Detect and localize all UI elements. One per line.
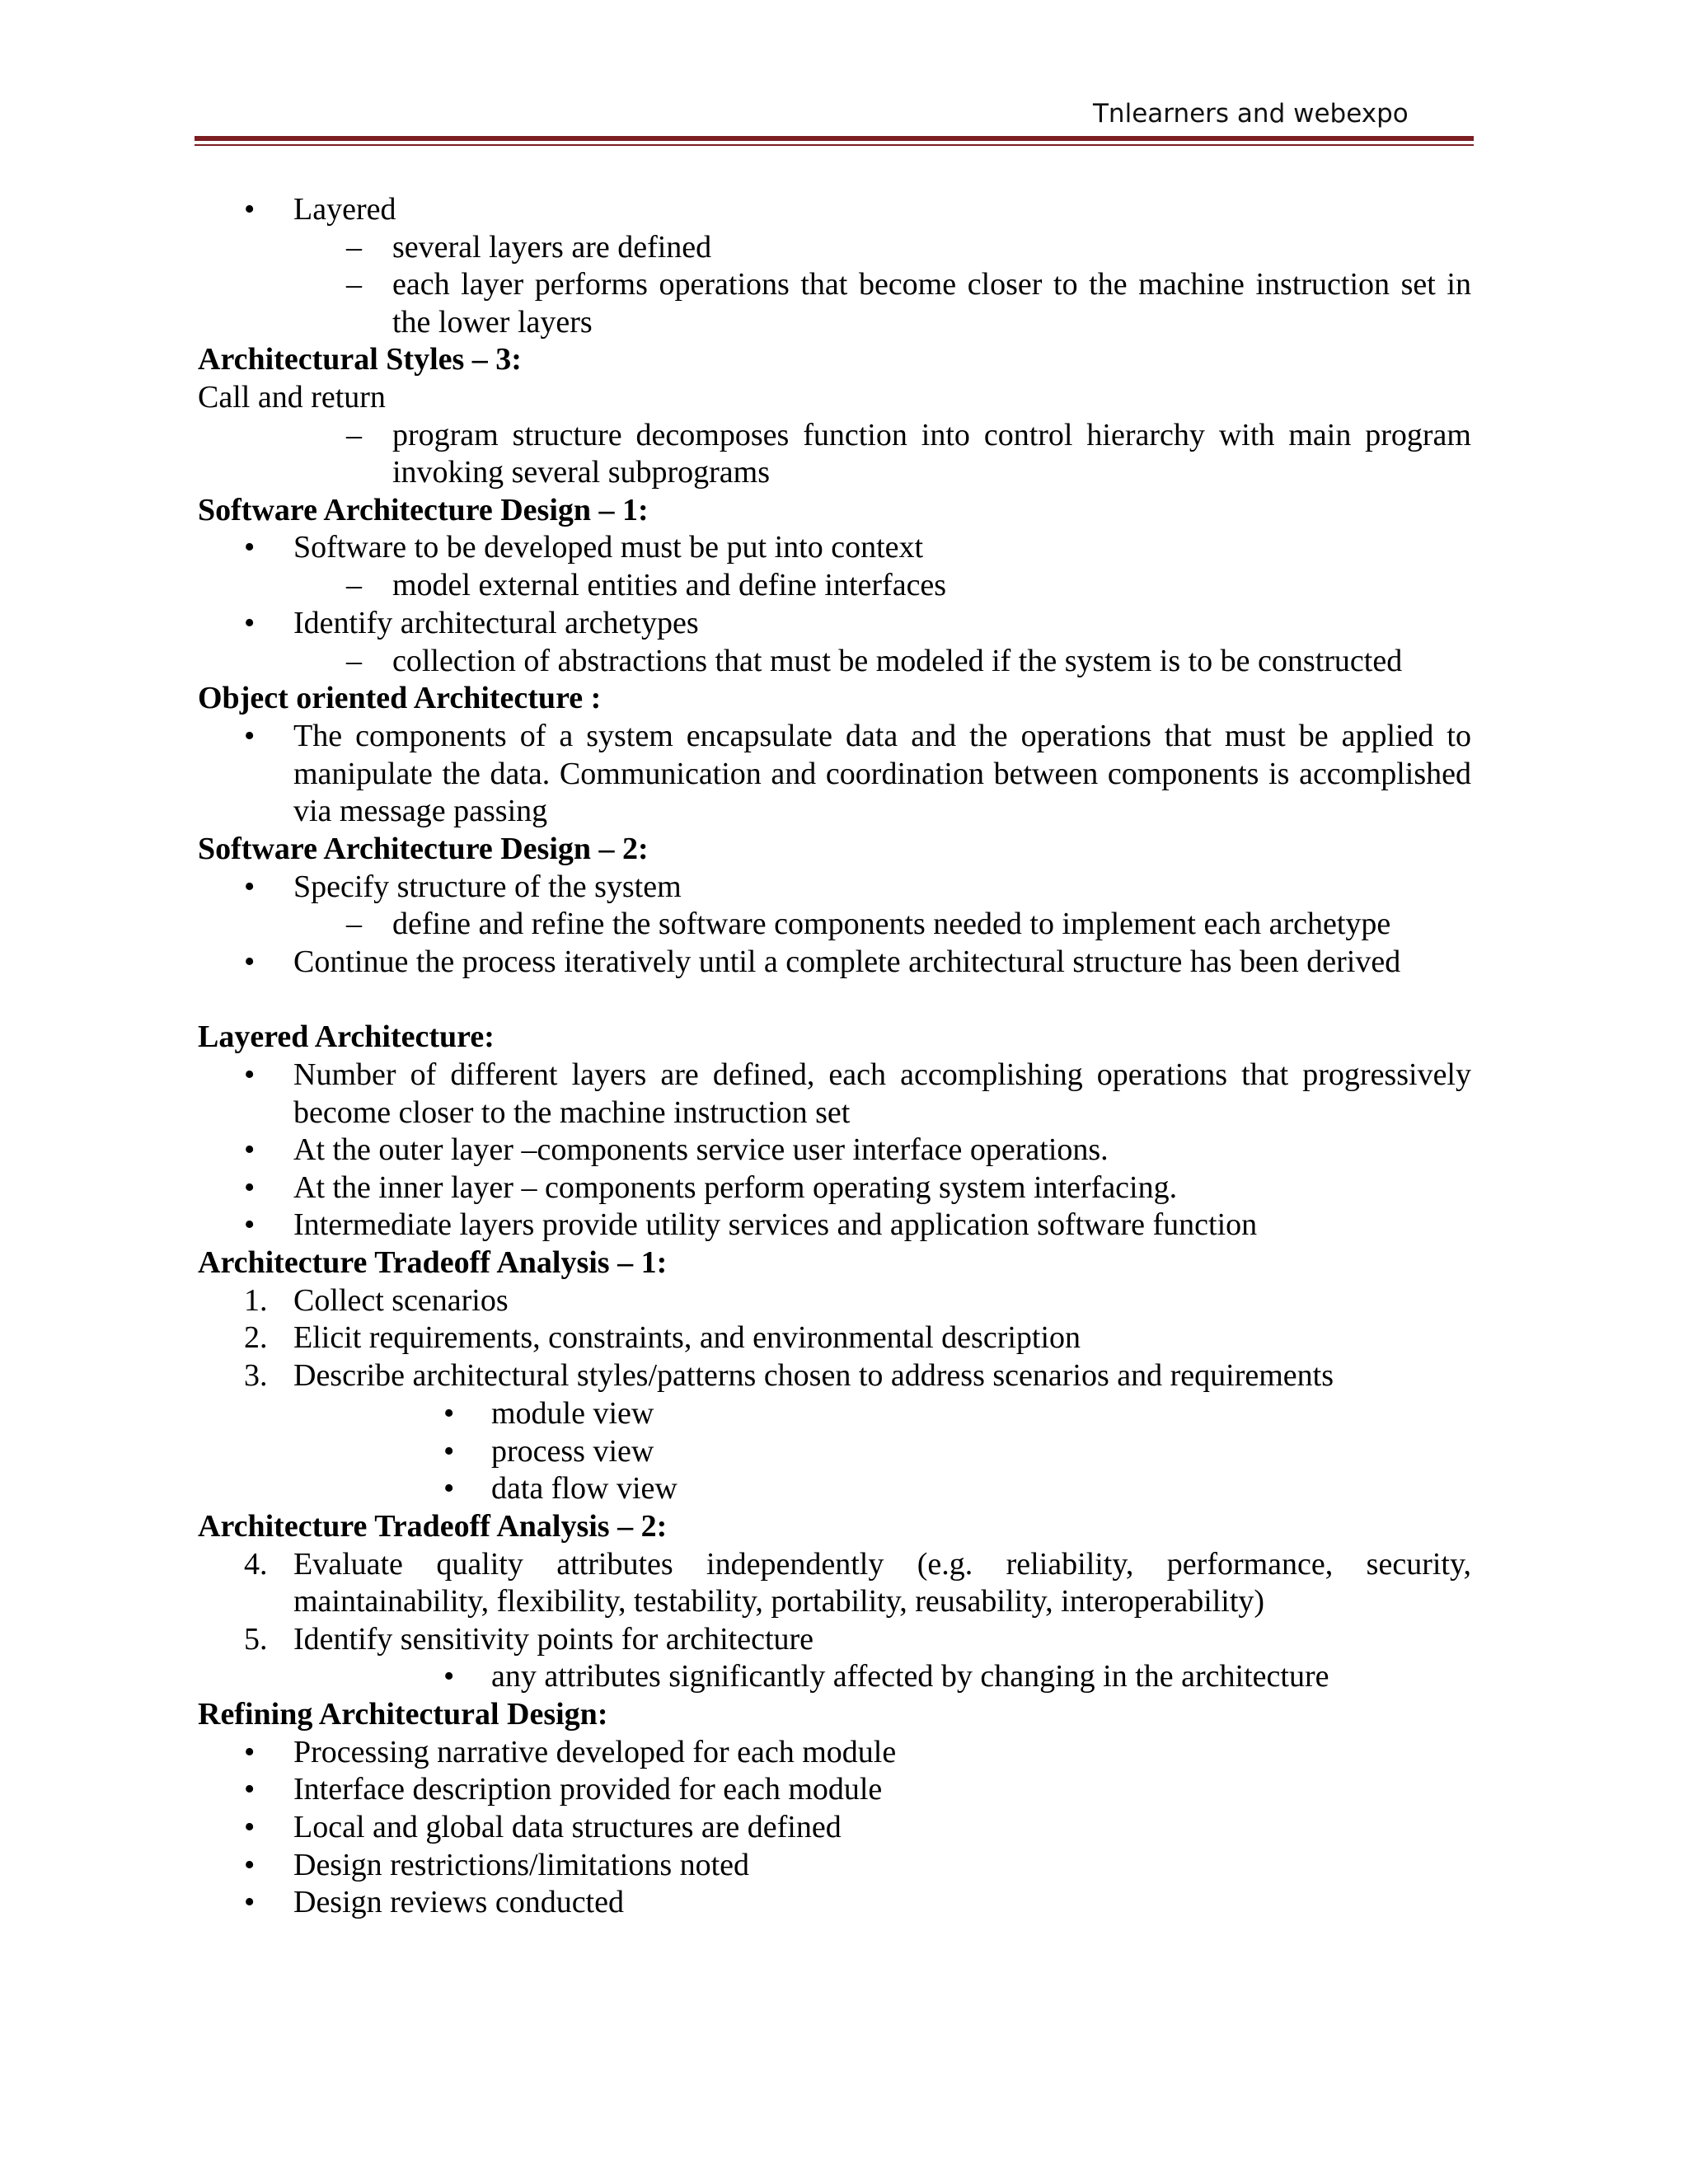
bullet-item bbox=[198, 1057, 1471, 1132]
list-item-text: Specify structure of the system bbox=[293, 869, 682, 904]
section-heading bbox=[198, 1696, 1471, 1734]
header-rule bbox=[195, 136, 1474, 141]
list-item-text: Continue the process iteratively until a complete architectural structure has been derived bbox=[293, 944, 1401, 979]
bullet-marker: • bbox=[244, 718, 256, 753]
bullet-marker: • bbox=[244, 944, 256, 979]
bullet-marker: • bbox=[244, 1847, 256, 1882]
heading-text: Layered Architecture: bbox=[198, 1019, 495, 1055]
bullet-item bbox=[198, 944, 1471, 982]
bullet-item bbox=[198, 1847, 1471, 1885]
list-number: 5. bbox=[244, 1621, 268, 1657]
list-item-text: program structure decomposes function into control hierarchy with main program invoking several subprograms bbox=[392, 417, 1471, 490]
list-item-text: collection of abstractions that must be modeled if the system is to be constructed bbox=[392, 643, 1403, 678]
list-item-text: Describe architectural styles/patterns chosen to address scenarios and requirements bbox=[293, 1358, 1334, 1394]
bullet-marker: • bbox=[244, 1810, 256, 1844]
dash-item bbox=[198, 643, 1471, 681]
heading-text: Refining Architectural Design: bbox=[198, 1696, 608, 1732]
bullet-item bbox=[198, 1395, 1471, 1433]
heading-text: Software Architecture Design – 1: bbox=[198, 492, 649, 527]
bullet-marker: • bbox=[244, 605, 256, 640]
heading-text: Architecture Tradeoff Analysis – 1: bbox=[198, 1245, 668, 1281]
bullet-marker: • bbox=[443, 1433, 455, 1469]
document-body bbox=[198, 191, 1471, 1922]
bullet-marker: • bbox=[244, 1132, 256, 1167]
bullet-item bbox=[198, 191, 1471, 229]
heading-text: Architectural Styles – 3: bbox=[198, 342, 522, 377]
bullet-marker: • bbox=[244, 1734, 256, 1769]
bullet-marker: • bbox=[244, 1169, 256, 1205]
list-item-text: Local and global data structures are defined bbox=[293, 1810, 842, 1844]
list-item-text: At the outer layer –components service user interface operations. bbox=[293, 1132, 1109, 1167]
list-number: 3. bbox=[244, 1358, 268, 1394]
list-item-text: any attributes significantly affected by changing in the architecture bbox=[491, 1659, 1329, 1694]
bullet-marker: • bbox=[244, 1057, 256, 1092]
bullet-item bbox=[198, 869, 1471, 907]
bullet-item bbox=[198, 1132, 1471, 1169]
list-item-text: each layer performs operations that become closer to the machine instruction set in the lower layers bbox=[392, 267, 1471, 340]
section-heading bbox=[198, 341, 1471, 379]
list-item-text: Collect scenarios bbox=[293, 1282, 509, 1318]
dash-marker: – bbox=[346, 267, 362, 302]
section-heading bbox=[198, 492, 1471, 530]
list-item-text: several layers are defined bbox=[392, 229, 712, 265]
bullet-marker: • bbox=[443, 1471, 455, 1507]
bullet-item bbox=[198, 1207, 1471, 1244]
numbered-item bbox=[198, 1282, 1471, 1320]
section-heading bbox=[198, 1244, 1471, 1282]
blank-line bbox=[198, 982, 1471, 1019]
bullet-item bbox=[198, 605, 1471, 643]
bullet-item bbox=[198, 1734, 1471, 1772]
list-number: 2. bbox=[244, 1320, 268, 1356]
list-item-text: Evaluate quality attributes independently (e.g. reliability, performance, security, maintainability, flexibility, testability, portability, reusability, interoperability) bbox=[293, 1546, 1471, 1619]
heading-text: Software Architecture Design – 2: bbox=[198, 831, 649, 866]
bullet-item bbox=[198, 1771, 1471, 1809]
dash-marker: – bbox=[346, 643, 362, 678]
header-title: Tnlearners and webexpo bbox=[1093, 99, 1409, 129]
heading-text: Object oriented Architecture : bbox=[198, 681, 602, 716]
paragraph-text: Call and return bbox=[198, 380, 386, 415]
section-heading bbox=[198, 831, 1471, 869]
dash-marker: – bbox=[346, 568, 362, 603]
list-item-text: The components of a system encapsulate data and the operations that must be applied to manipulate the data. Communication and coordination between components is accomplished via message passing bbox=[293, 718, 1471, 829]
list-item-text: Processing narrative developed for each module bbox=[293, 1734, 897, 1769]
list-item-text: module view bbox=[491, 1395, 654, 1431]
bullet-item bbox=[198, 1809, 1471, 1847]
bullet-marker: • bbox=[443, 1395, 455, 1431]
list-item-text: Design restrictions/limitations noted bbox=[293, 1847, 750, 1882]
bullet-item bbox=[198, 1884, 1471, 1922]
section-heading bbox=[198, 1019, 1471, 1057]
list-item-text: process view bbox=[491, 1433, 654, 1469]
list-item-text: Design reviews conducted bbox=[293, 1885, 624, 1920]
bullet-item bbox=[198, 1433, 1471, 1471]
list-item-text: Elicit requirements, constraints, and environmental description bbox=[293, 1320, 1081, 1356]
list-item-text: data flow view bbox=[491, 1471, 678, 1507]
dash-item bbox=[198, 266, 1471, 341]
bullet-marker: • bbox=[244, 192, 256, 227]
paragraph bbox=[198, 379, 1471, 417]
list-number: 4. bbox=[244, 1546, 268, 1582]
bullet-marker: • bbox=[443, 1659, 455, 1694]
section-heading bbox=[198, 680, 1471, 718]
bullet-item bbox=[198, 1658, 1471, 1696]
bullet-marker: • bbox=[244, 530, 256, 565]
list-item-text: model external entities and define interfaces bbox=[392, 568, 947, 603]
list-item-text: Number of different layers are defined, each accomplishing operations that progressively become closer to the machine instruction set bbox=[293, 1057, 1471, 1130]
bullet-marker: • bbox=[244, 869, 256, 904]
dash-item bbox=[198, 906, 1471, 944]
dash-marker: – bbox=[346, 417, 362, 452]
numbered-item bbox=[198, 1319, 1471, 1357]
section-heading bbox=[198, 1508, 1471, 1546]
numbered-item bbox=[198, 1621, 1471, 1659]
list-item-text: Interface description provided for each module bbox=[293, 1772, 883, 1807]
header-rule-thin bbox=[195, 144, 1474, 146]
list-item-text: Identify sensitivity points for architecture bbox=[293, 1621, 814, 1657]
bullet-marker: • bbox=[244, 1885, 256, 1920]
numbered-item bbox=[198, 1546, 1471, 1621]
list-item-text: Intermediate layers provide utility services and application software function bbox=[293, 1207, 1258, 1243]
list-item-text: Identify architectural archetypes bbox=[293, 605, 699, 640]
bullet-item bbox=[198, 529, 1471, 567]
dash-marker: – bbox=[346, 907, 362, 942]
bullet-item bbox=[198, 1470, 1471, 1508]
list-number: 1. bbox=[244, 1282, 268, 1318]
bullet-item bbox=[198, 718, 1471, 831]
dash-item bbox=[198, 567, 1471, 605]
list-item-text: At the inner layer – components perform operating system interfacing. bbox=[293, 1169, 1178, 1205]
list-item-text: Software to be developed must be put into context bbox=[293, 530, 924, 565]
bullet-item bbox=[198, 1169, 1471, 1207]
bullet-marker: • bbox=[244, 1207, 256, 1243]
dash-item bbox=[198, 417, 1471, 492]
heading-text: Architecture Tradeoff Analysis – 2: bbox=[198, 1508, 668, 1544]
dash-marker: – bbox=[346, 229, 362, 265]
bullet-marker: • bbox=[244, 1772, 256, 1807]
numbered-item bbox=[198, 1357, 1471, 1395]
list-item-text: define and refine the software components needed to implement each archetype bbox=[392, 907, 1391, 942]
list-item-text: Layered bbox=[293, 192, 396, 227]
dash-item bbox=[198, 229, 1471, 267]
